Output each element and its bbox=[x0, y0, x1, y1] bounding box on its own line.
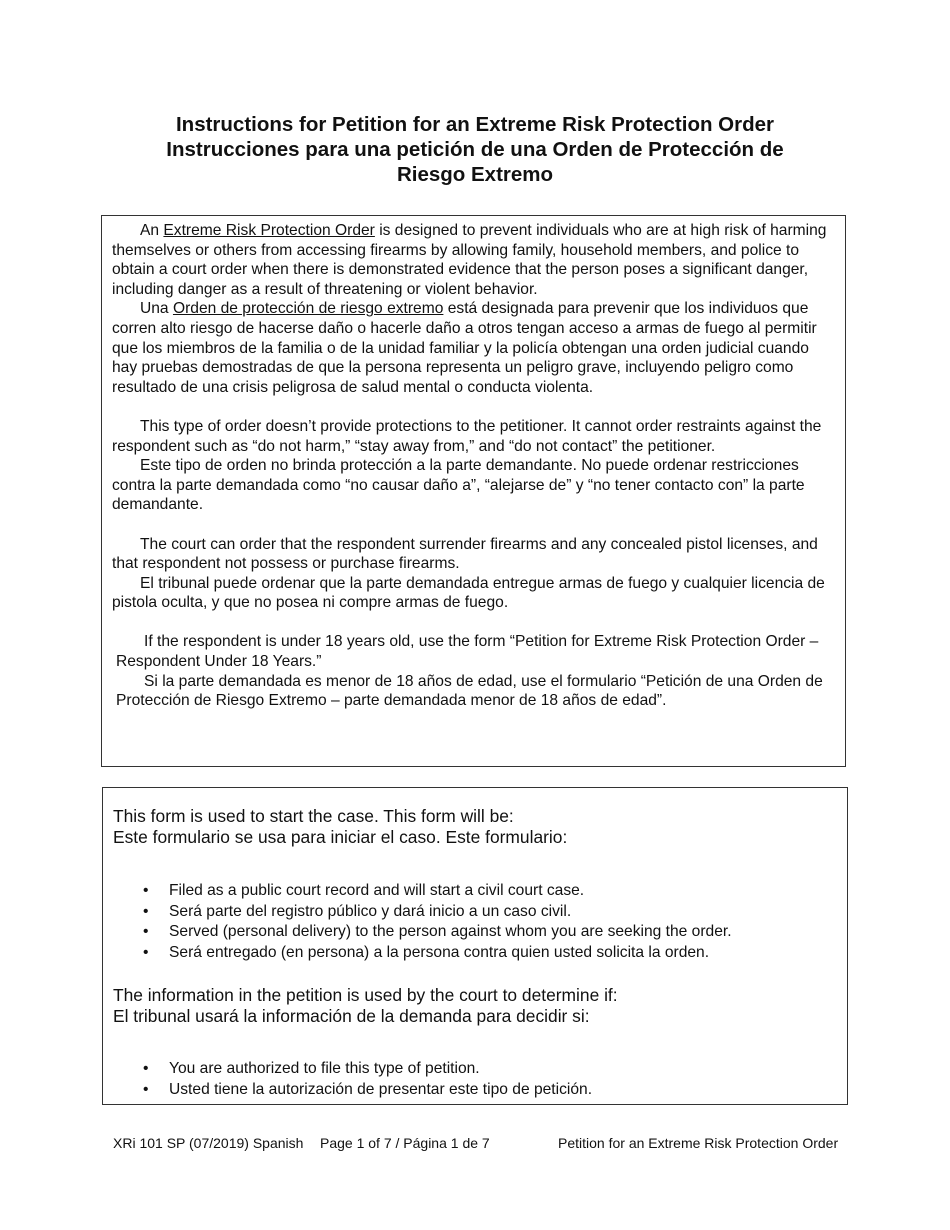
spacer bbox=[112, 515, 835, 535]
paragraph-erpo-en: An Extreme Risk Protection Order is designed to prevent individuals who are at high risk of harming themselves or others from accessing firearms by allowing family, household members, and police to obtain a court order when there is demonstrated evidence that the person poses a significant danger, including danger as a result of threatening or violent behavior. bbox=[112, 222, 827, 298]
footer-form-id: XRi 101 SP (07/2019) Spanish bbox=[113, 1135, 304, 1151]
paragraph-surrender-en: The court can order that the respondent surrender firearms and any concealed pistol licenses, and that respondent not possess or purchase firearms. bbox=[112, 535, 818, 573]
erpo-term-es: Orden de protección de riesgo extremo bbox=[172, 300, 444, 318]
court-determination-lead bbox=[113, 985, 837, 1027]
paragraph-no-protection-es: Este tipo de orden no brinda protección a la parte demandante. No puede ordenar restricciones contra la parte demandada como “no causar daño a”, “alejarse de” y “no tener contacto con” la parte demandante. bbox=[112, 457, 805, 514]
paragraph-under-18-es: Si la parte demandada es menor de 18 años de edad, use el formulario “Petición de una Orden de Protección de Riesgo Extremo – parte demandada menor de 18 años de edad”. bbox=[116, 672, 823, 710]
title-line-es-1: Instrucciones para una petición de una Orden de Protección de bbox=[166, 138, 784, 161]
list-item: • Usted tiene la autorización de presentar este tipo de petición. bbox=[113, 1080, 837, 1101]
page-title bbox=[100, 112, 850, 187]
form-purpose-box bbox=[102, 787, 848, 1105]
form-purpose-es: Este formulario se usa para iniciar el caso. Este formulario: bbox=[113, 827, 568, 847]
title-line-es-2: Riesgo Extremo bbox=[396, 163, 554, 186]
paragraph-under-18-en: If the respondent is under 18 years old, use the form “Petition for Extreme Risk Protection Order – Respondent Under 18 Years.” bbox=[116, 633, 819, 671]
footer-page-number: Page 1 of 7 / Página 1 de 7 bbox=[320, 1135, 490, 1151]
form-purpose-list bbox=[113, 881, 837, 963]
paragraph-surrender-es: El tribunal puede ordenar que la parte demandada entregue armas de fuego y cualquier licencia de pistola oculta, y que no posea ni compre armas de fuego. bbox=[112, 574, 825, 612]
court-determination-en: The information in the petition is used by the court to determine if: bbox=[113, 985, 618, 1005]
instructions-box bbox=[101, 215, 846, 767]
footer-form-name: Petition for an Extreme Risk Protection Order bbox=[558, 1135, 839, 1151]
spacer bbox=[112, 613, 835, 633]
list-item: • Served (personal delivery) to the person against whom you are seeking the order. bbox=[113, 922, 837, 943]
court-determination-list bbox=[113, 1059, 837, 1100]
court-determination-es: El tribunal usará la información de la demanda para decidir si: bbox=[113, 1006, 590, 1026]
form-purpose-lead bbox=[113, 806, 837, 848]
list-item: • You are authorized to file this type of petition. bbox=[113, 1059, 837, 1080]
spacer bbox=[112, 397, 835, 417]
paragraph-no-protection-en: This type of order doesn’t provide protections to the petitioner. It cannot order restraints against the respondent such as “do not harm,” “stay away from,” and “do not contact” the petitioner. bbox=[112, 417, 822, 455]
list-item: • Será entregado (en persona) a la persona contra quien usted solicita la orden. bbox=[113, 943, 837, 964]
title-line-en: Instructions for Petition for an Extreme Risk Protection Order bbox=[175, 113, 775, 136]
erpo-term-en: Extreme Risk Protection Order bbox=[163, 222, 375, 239]
list-item: • Será parte del registro público y dará inicio a un caso civil. bbox=[113, 902, 837, 923]
paragraph-erpo-es: Una Orden de protección de riesgo extremo está designada para prevenir que los individuos que corren alto riesgo de hacerse daño o hacerle daño a otros tengan acceso a armas de fuego al permitir que los miembros de la familia o de la unidad familiar y la policía obtengan una orden judicial cuando hay pruebas demostradas de que la persona representa un peligro grave, incluyendo peligro como resultado de una crisis peligrosa de salud mental o conducta violenta. bbox=[112, 300, 817, 396]
list-item: • Filed as a public court record and will start a civil court case. bbox=[113, 881, 837, 902]
form-purpose-en: This form is used to start the case. This form will be: bbox=[113, 806, 514, 826]
